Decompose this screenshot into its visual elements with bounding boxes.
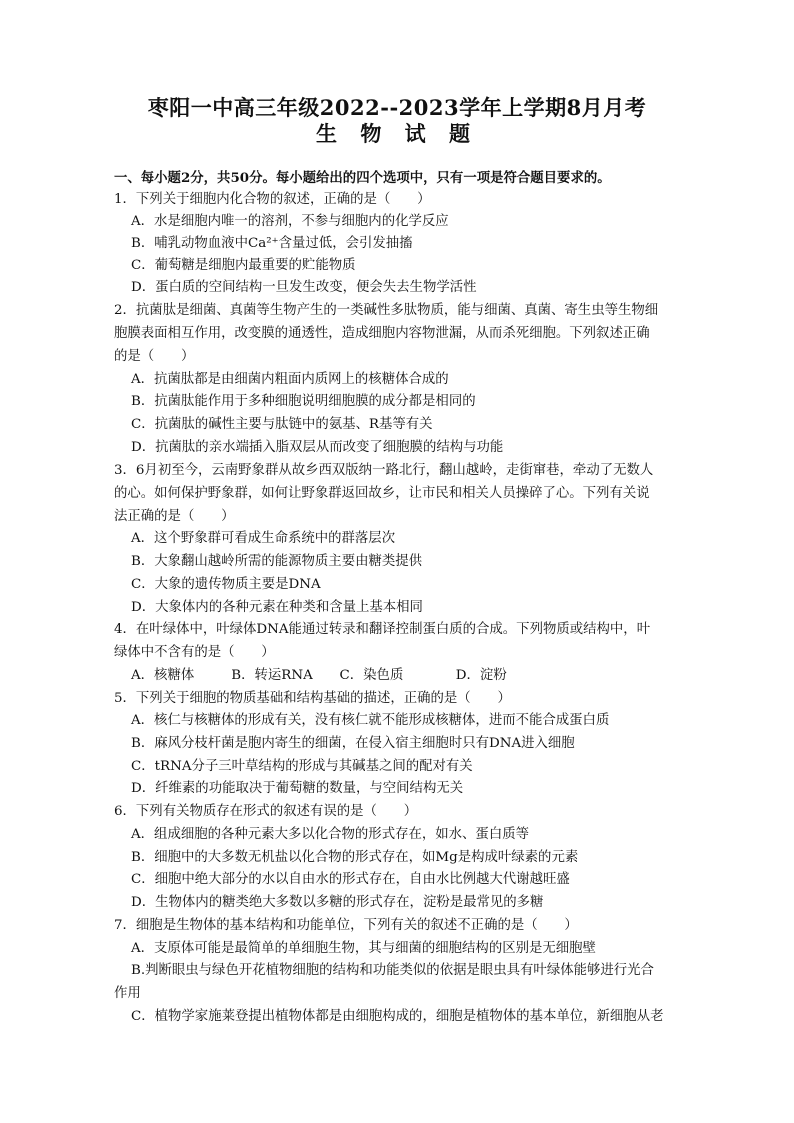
question-5-stem: 5．下列关于细胞的物质基础和结构基础的描述，正确的是（ ） [114,691,511,706]
question-6-option-c: C．细胞中绝大部分的水以自由水的形式存在，自由水比例越大代谢越旺盛 [131,872,570,887]
question-1-stem: 1．下列关于细胞内化合物的叙述，正确的是（ ） [114,192,431,207]
question-3-stem-line-2: 的心。如何保护野象群，如何让野象群返回故乡，让市民和相关人员操碎了心。下列有关说 [114,486,650,501]
question-4-options-row [131,666,507,686]
question-6-option-d: D．生物体内的糖类绝大多数以多糖的形式存在，淀粉是最常见的多糖 [131,895,544,910]
question-5-option-c: C．tRNA分子三叶草结构的形成与其碱基之间的配对有关 [131,759,473,774]
question-4-option-d: D．淀粉 [455,668,507,683]
question-4-stem-line-2: 绿体中不含有的是（ ） [114,645,275,660]
question-3-option-b: B．大象翻山越岭所需的能源物质主要由糖类提供 [131,554,423,569]
question-2-option-d: D．抗菌肽的亲水端插入脂双层从而改变了细胞膜的结构与功能 [131,440,504,455]
question-5-option-a: A．核仁与核糖体的形成有关，没有核仁就不能形成核糖体，进而不能合成蛋白质 [131,713,610,728]
question-7-option-b: B.判断眼虫与绿色开花植物细胞的结构和功能类似的依据是眼虫具有叶绿体能够进行光合 [131,963,654,978]
section-heading: 一、每小题2分，共50分。每小题给出的四个选项中，只有一项是符合题目要求的。 [114,170,611,186]
question-4-stem-line-1: 4．在叶绿体中，叶绿体DNA能通过转录和翻译控制蛋白质的合成。下列物质或结构中，叶 [114,622,651,637]
question-3-option-d: D．大象体内的各种元素在种类和含量上基本相同 [131,600,423,615]
question-6-stem: 6．下列有关物质存在形式的叙述有误的是（ ） [114,804,418,819]
question-6-option-b: B．细胞中的大多数无机盐以化合物的形式存在，如Mg是构成叶绿素的元素 [131,850,579,865]
question-1-option-c: C．葡萄糖是细胞内最重要的贮能物质 [131,258,356,273]
question-2-stem-line-2: 胞膜表面相互作用，改变膜的通透性，造成细胞内容物泄漏，从而杀死细胞。下列叙述正确 [114,326,650,341]
question-1-option-a: A．水是细胞内唯一的溶剂，不参与细胞内的化学反应 [131,214,449,229]
question-7-option-a: A．支原体可能是最简单的单细胞生物，其与细菌的细胞结构的区别是无细胞壁 [131,941,596,956]
exam-subtitle: 生 物 试 题 [316,121,478,146]
question-7-stem: 7．细胞是生物体的基本结构和功能单位，下列有关的叙述不正确的是（ ） [114,918,578,933]
question-1-option-d: D．蛋白质的空间结构一旦发生改变，便会失去生物学活性 [131,280,477,295]
question-2-option-a: A．抗菌肽都是由细菌内粗面内质网上的核糖体合成的 [131,372,449,387]
question-3-option-c: C．大象的遗传物质主要是DNA [131,577,321,592]
exam-title: 枣阳一中高三年级2022--2023学年上学期8月月考 [147,95,647,120]
question-3-stem-line-3: 法正确的是（ ） [114,509,235,524]
question-4-option-b: B．转运RNA [231,668,313,683]
question-2-stem-line-1: 2．抗菌肽是细菌、真菌等生物产生的一类碱性多肽物质，能与细菌、真菌、寄生虫等生物细 [114,303,659,318]
question-3-option-a: A．这个野象群可看成生命系统中的群落层次 [131,531,396,546]
question-4-option-c: C．染色质 [339,668,404,683]
question-2-stem-line-3: 的是（ ） [114,349,195,364]
question-3-stem-line-1: 3．6月初至今，云南野象群从故乡西双版纳一路北行，翻山越岭，走街窜巷，牵动了无数人 [114,463,654,478]
question-5-option-b: B．麻风分枝杆菌是胞内寄生的细菌，在侵入宿主细胞时只有DNA进入细胞 [131,736,575,751]
question-2-option-c: C．抗菌肽的碱性主要与肽链中的氨基、R基等有关 [131,417,433,432]
question-2-option-b: B．抗菌肽能作用于多种细胞说明细胞膜的成分都是相同的 [131,394,476,409]
question-1-option-b: B．哺乳动物血液中Ca²⁺含量过低，会引发抽搐 [131,236,413,251]
question-6-option-a: A．组成细胞的各种元素大多以化合物的形式存在，如水、蛋白质等 [131,827,529,842]
question-7-option-b-continued: 作用 [114,986,141,1001]
question-7-option-c: C．植物学家施莱登提出植物体都是由细胞构成的，细胞是植物体的基本单位，新细胞从老 [131,1009,664,1024]
question-5-option-d: D．纤维素的功能取决于葡萄糖的数量，与空间结构无关 [131,781,464,796]
question-4-option-a: A．核糖体 [131,668,195,683]
